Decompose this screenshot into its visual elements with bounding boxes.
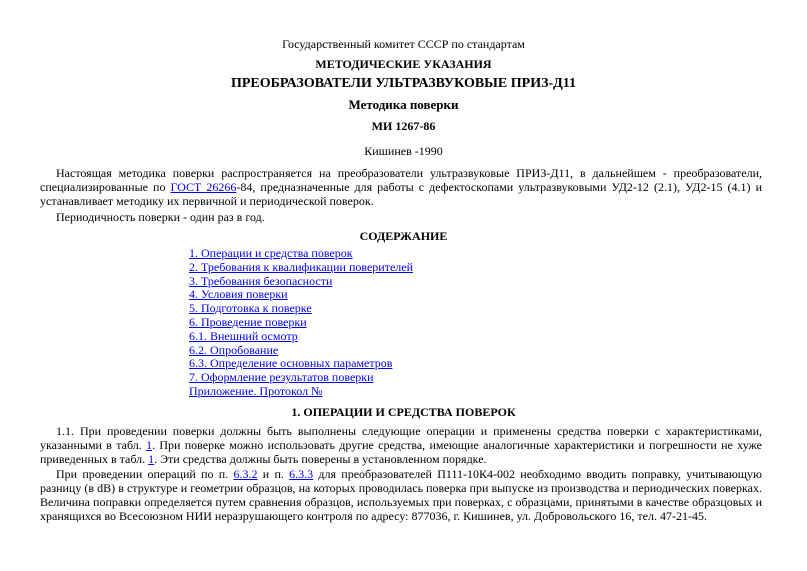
periodicity-paragraph: Периодичность поверки - один раз в год.: [56, 210, 265, 224]
toc-heading: СОДЕРЖАНИЕ: [359, 229, 448, 243]
p1-text-1: 1.1. При проведении поверки должны быть выполнены следующие операции и применены средства поверки с характеристиками, указанными в табл.: [40, 424, 762, 452]
toc-item: [189, 302, 413, 316]
toc-link-6[interactable]: 6. Проведение поверки: [189, 314, 307, 329]
clause-6-3-2-link[interactable]: 6.3.2: [233, 467, 258, 481]
toc-item: [189, 385, 413, 399]
toc-item: [189, 357, 413, 371]
intro-text-2: -84, предназначенные для работы с дефектоскопами ультразвуковыми УД2-12 (2.1), УД2-15 (4.1) и устанавливает методику их первичной и периодической поверок.: [40, 180, 762, 208]
toc-item: [189, 330, 413, 344]
toc-item: [189, 371, 413, 385]
toc-link-1[interactable]: 1. Операции и средства поверок: [189, 246, 353, 260]
section-1-paragraph-2: [40, 467, 762, 523]
toc-link-2[interactable]: 2. Требования к квалификации поверителей: [189, 259, 414, 274]
toc-item: [189, 275, 413, 289]
p2-text-3: для преобразователей П111-10К4-002 необходимо вводить поправку, учитывающую разницу (в dB) в структуре и геометрии образцов, на которых проводилась поверка при выпуске из производства и периодических поверках. Величина поправки определяется путем сравнения образцов, используемых при поверках, с образцами, принятыми в качестве образцовых и хранящихся во Всесоюзном НИИ неразрушающего контроля по адресу: 877036, г. Кишинев, ул. Добровольского 16, тел. 47-21-45.: [40, 467, 763, 523]
toc-link-7[interactable]: 7. Оформление результатов поверки: [189, 370, 374, 385]
toc-link-appendix[interactable]: Приложение. Протокол №: [189, 383, 323, 398]
toc-item: [189, 288, 413, 302]
toc-item: [189, 344, 413, 358]
intro-paragraph: [40, 166, 762, 208]
p1-text-3: . Эти средства должны быть поверены в установленном порядке.: [154, 452, 487, 466]
toc-link-6-3[interactable]: 6.3. Определение основных параметров: [189, 356, 393, 371]
p2-text-2: и п.: [257, 467, 290, 481]
agency-name: Государственный комитет СССР по стандартам: [282, 37, 525, 51]
section-1-paragraph-1: [40, 424, 762, 466]
intro-text-1: Настоящая методика поверки распространяется на преобразователи ультразвуковые ПРИЗ-Д11, в дальнейшем - преобразователи, специализированные по: [40, 166, 762, 194]
gost-link[interactable]: ГОСТ 26266: [170, 180, 237, 194]
toc-link-3[interactable]: 3. Требования безопасности: [189, 273, 333, 288]
table-1-link[interactable]: 1: [146, 438, 153, 452]
toc-item: [189, 247, 413, 261]
section-1-heading: 1. ОПЕРАЦИИ И СРЕДСТВА ПОВЕРОК: [291, 405, 516, 419]
toc-item: [189, 316, 413, 330]
document-type: МЕТОДИЧЕСКИЕ УКАЗАНИЯ: [315, 57, 492, 71]
toc-link-4[interactable]: 4. Условия поверки: [189, 287, 288, 302]
clause-6-3-3-link[interactable]: 6.3.3: [289, 467, 314, 481]
table-of-contents: [189, 247, 413, 399]
toc-link-6-1[interactable]: 6.1. Внешний осмотр: [189, 328, 298, 343]
p2-text-1: При проведении операций по п.: [56, 467, 234, 481]
p1-text-2: . При поверке можно использовать другие средства, имеющие аналогичные характеристики и погрешности не хуже приведенных в табл.: [40, 438, 763, 466]
toc-link-5[interactable]: 5. Подготовка к поверке: [189, 301, 312, 316]
document-code: МИ 1267-86: [371, 119, 436, 133]
toc-item: [189, 261, 413, 275]
table-1-link-2[interactable]: 1: [148, 452, 155, 466]
document-subtitle: Методика поверки: [348, 97, 459, 112]
place-year: Кишинев -1990: [364, 144, 443, 158]
toc-link-6-2[interactable]: 6.2. Опробование: [189, 342, 279, 357]
document-title: ПРЕОБРАЗОВАТЕЛИ УЛЬТРАЗВУКОВЫЕ ПРИЗ-Д11: [230, 76, 577, 91]
